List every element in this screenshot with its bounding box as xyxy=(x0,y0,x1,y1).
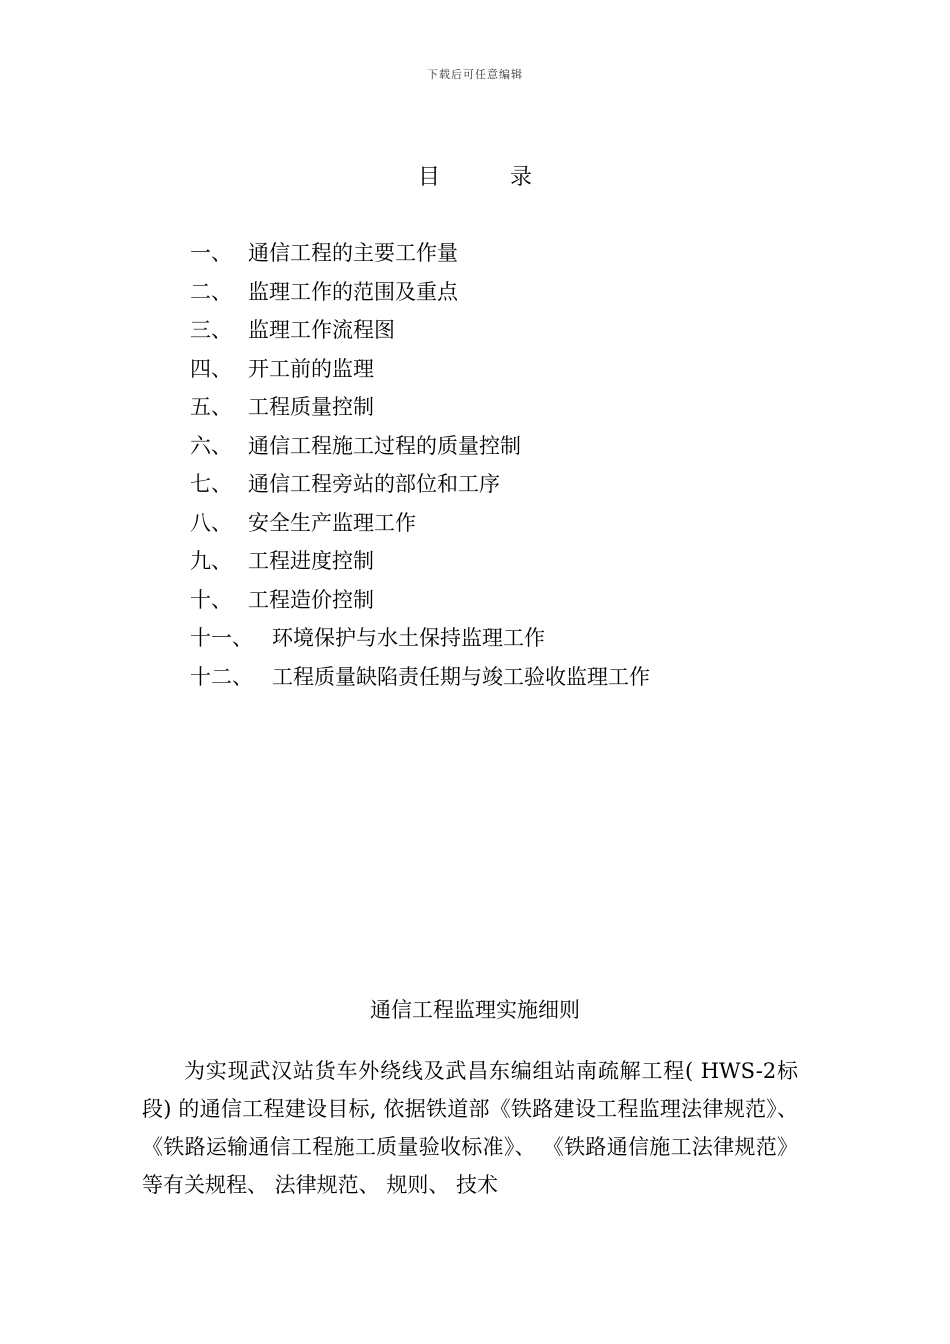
toc-item-label: 监理工作流程图 xyxy=(248,318,395,342)
toc-list xyxy=(190,234,830,696)
toc-item-label: 开工前的监理 xyxy=(248,356,374,381)
toc-item-label: 通信工程的主要工作量 xyxy=(248,241,458,265)
toc-item xyxy=(190,427,830,466)
toc-item xyxy=(190,273,830,312)
toc-item-label: 环境保护与水土保持监理工作 xyxy=(272,626,545,650)
toc-item-number: 十二、 xyxy=(190,664,253,689)
toc-title-left: 目 xyxy=(417,165,440,190)
section-title: 通信工程监理实施细则 xyxy=(370,998,580,1022)
toc-item-label: 工程质量控制 xyxy=(248,395,374,419)
toc-item xyxy=(190,581,830,620)
toc-item-label: 监理工作的范围及重点 xyxy=(248,279,458,304)
toc-item-number: 十、 xyxy=(190,587,232,612)
toc-item xyxy=(190,311,830,350)
toc-title xyxy=(0,160,950,191)
toc-item-number: 七、 xyxy=(190,472,232,496)
toc-item xyxy=(190,619,830,658)
toc-item-number: 四、 xyxy=(190,356,232,381)
toc-item-label: 通信工程施工过程的质量控制 xyxy=(248,433,521,458)
toc-item xyxy=(190,388,830,427)
header-note: 下载后可任意编辑 xyxy=(427,68,523,81)
toc-item xyxy=(190,504,830,543)
toc-item xyxy=(190,658,830,697)
toc-item-label: 工程造价控制 xyxy=(248,587,374,612)
toc-title-right: 录 xyxy=(510,165,533,190)
toc-item-number: 三、 xyxy=(190,318,232,342)
body-paragraph: 为实现武汉站货车外绕线及武昌东编组站南疏解工程( HWS-2标段) 的通信工程建设目标, 依据铁道部《铁路建设工程监理法律规范》、 《铁路运输通信工程施工质量验收标准》、 《铁路通信施工法律规范》等有关规程、 法律规范、 规则、 技术 xyxy=(142,1059,798,1197)
toc-item-number: 九、 xyxy=(190,549,232,573)
toc-item-number: 二、 xyxy=(190,279,232,304)
toc-item-number: 六、 xyxy=(190,433,232,458)
toc-item-number: 一、 xyxy=(190,241,232,265)
toc-item xyxy=(190,350,830,389)
toc-item-label: 工程质量缺陷责任期与竣工验收监理工作 xyxy=(272,664,650,689)
toc-item xyxy=(190,542,830,581)
toc-item-label: 工程进度控制 xyxy=(248,549,374,573)
toc-item-number: 五、 xyxy=(190,395,232,419)
toc-item-number: 八、 xyxy=(190,510,232,535)
toc-item xyxy=(190,234,830,273)
toc-item-label: 安全生产监理工作 xyxy=(248,510,416,535)
toc-item xyxy=(190,465,830,504)
toc-item-number: 十一、 xyxy=(190,626,253,650)
toc-item-label: 通信工程旁站的部位和工序 xyxy=(248,472,500,496)
